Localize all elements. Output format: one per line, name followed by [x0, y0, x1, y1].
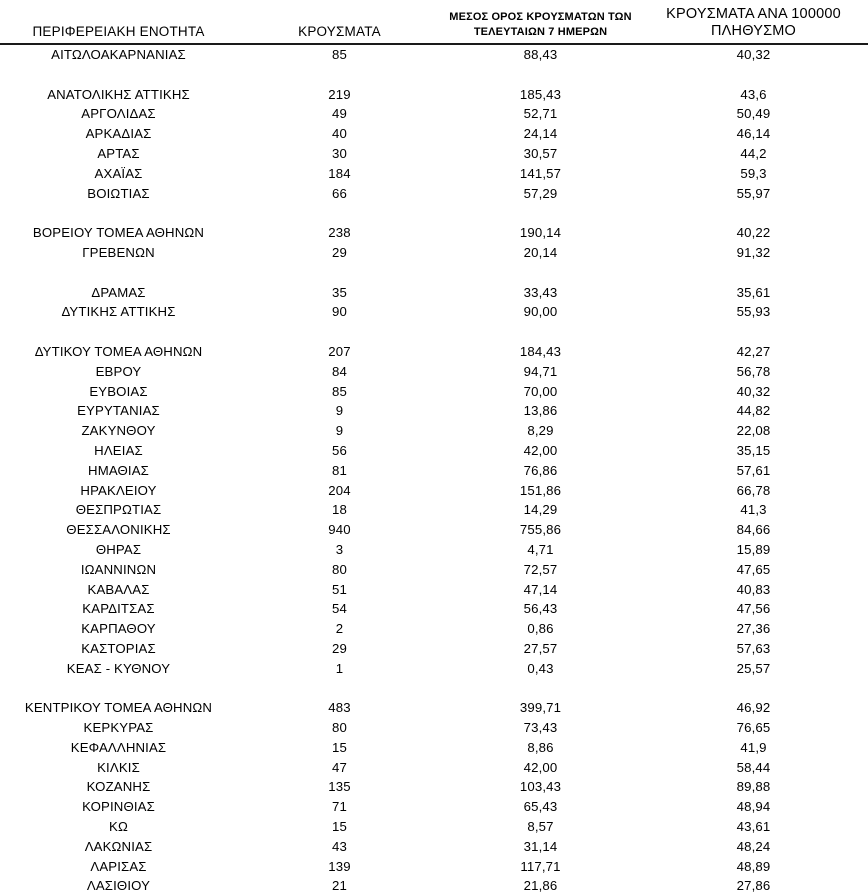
table-row [0, 599, 868, 619]
table-row [0, 698, 868, 718]
table-body [0, 44, 868, 896]
cell-region: ΔΥΤΙΚΗΣ ΑΤΤΙΚΗΣ [61, 304, 176, 320]
cell-avg7: 21,86 [523, 878, 558, 894]
cell-avg7: 52,71 [523, 106, 558, 122]
cell-avg7: 8,57 [527, 819, 554, 835]
cell-avg7: 73,43 [523, 720, 558, 736]
cell-avg7: 14,29 [523, 502, 558, 518]
cell-cases: 9 [335, 423, 344, 439]
cell-cases: 80 [332, 720, 347, 736]
table-row [0, 837, 868, 857]
cell-per100k: 44,82 [736, 403, 771, 419]
cell-per100k: 25,57 [736, 660, 771, 676]
cell-region: ΛΑΚΩΝΙΑΣ [84, 838, 153, 854]
cell-region: ΚΟΡΙΝΘΙΑΣ [82, 799, 155, 815]
cell-avg7: 56,43 [523, 601, 558, 617]
cell-cases: 3 [335, 541, 344, 557]
cell-avg7: 117,71 [520, 858, 561, 874]
cell-avg7: 42,00 [523, 759, 558, 775]
cell-per100k: 43,6 [740, 86, 767, 102]
cell-per100k: 89,88 [736, 779, 771, 795]
cell-avg7: 57,29 [523, 185, 558, 201]
cell-per100k: 48,94 [736, 799, 771, 815]
cell-region: ΚΕΑΣ - ΚΥΘΝΟΥ [66, 660, 171, 676]
column-header-cases-line-1: ΚΡΟΥΣΜΑΤΑ [298, 24, 381, 39]
cell-avg7: 27,57 [523, 640, 558, 656]
cell-cases: 139 [328, 858, 351, 874]
cell-avg7: 65,43 [523, 799, 558, 815]
cell-per100k: 43,61 [736, 819, 771, 835]
cell-region: ΚΩ [109, 819, 128, 835]
cell-cases: 219 [328, 86, 351, 102]
cell-avg7: 141,57 [519, 165, 562, 181]
table-row [0, 619, 868, 639]
table-row [0, 283, 868, 303]
table-row [0, 659, 868, 679]
cell-region: ΘΕΣΣΑΛΟΝΙΚΗΣ [66, 522, 171, 538]
cell-avg7: 0,43 [527, 660, 554, 676]
cell-cases: 2 [335, 621, 344, 637]
cell-per100k: 55,97 [736, 185, 771, 201]
cell-per100k: 57,63 [736, 640, 771, 656]
cell-region: ΕΒΡΟΥ [95, 363, 142, 379]
cell-region: ΗΛΕΙΑΣ [94, 442, 143, 458]
table-row [0, 817, 868, 837]
cell-region: ΑΡΤΑΣ [97, 145, 140, 161]
cell-region: ΒΟΡΕΙΟΥ ΤΟΜΕΑ ΑΘΗΝΩΝ [32, 225, 205, 241]
cell-per100k: 40,32 [736, 47, 771, 62]
table-row [0, 738, 868, 758]
cell-avg7: 90,00 [523, 304, 558, 320]
cell-per100k: 55,93 [736, 304, 771, 320]
cell-region: ΕΥΡΥΤΑΝΙΑΣ [77, 403, 160, 419]
cell-cases: 80 [332, 561, 347, 577]
cell-per100k: 40,22 [736, 225, 771, 241]
column-header-region-line-1: ΠΕΡΙΦΕΡΕΙΑΚΗ ΕΝΟΤΗΤΑ [32, 24, 205, 39]
cell-region: ΑΡΓΟΛΙΔΑΣ [81, 106, 156, 122]
cell-per100k: 35,15 [736, 442, 771, 458]
table-spacer-row [0, 65, 868, 85]
cell-region: ΚΕΦΑΛΛΗΝΙΑΣ [70, 739, 167, 755]
table-row [0, 342, 868, 362]
cell-per100k: 22,08 [736, 423, 771, 439]
column-header-avg7-line-2: ΤΕΛΕΥΤΑΙΩΝ 7 ΗΜΕΡΩΝ [473, 26, 608, 38]
cell-avg7: 8,86 [527, 739, 554, 755]
spacer-cell [0, 263, 868, 283]
spacer-cell [0, 65, 868, 85]
cell-cases: 43 [332, 838, 347, 854]
cell-avg7: 399,71 [519, 700, 562, 716]
table-row [0, 223, 868, 243]
cell-cases: 1 [335, 660, 344, 676]
cell-region: ΔΥΤΙΚΟΥ ΤΟΜΕΑ ΑΘΗΝΩΝ [34, 343, 203, 359]
table-row [0, 777, 868, 797]
cell-region: ΛΑΡΙΣΑΣ [90, 858, 147, 874]
cell-region: ΑΧΑΪΑΣ [94, 165, 143, 181]
table-row [0, 857, 868, 877]
spacer-cell [0, 679, 868, 699]
cell-cases: 54 [332, 601, 347, 617]
table-row [0, 560, 868, 580]
cell-avg7: 31,14 [523, 838, 558, 854]
table-row [0, 243, 868, 263]
cell-cases: 29 [332, 244, 347, 260]
cell-region: ΗΜΑΘΙΑΣ [88, 462, 149, 478]
cell-region: ΚΕΝΤΡΙΚΟΥ ΤΟΜΕΑ ΑΘΗΝΩΝ [24, 700, 213, 716]
cell-region: ΘΗΡΑΣ [95, 541, 142, 557]
cell-avg7: 30,57 [523, 145, 558, 161]
column-header-cases [237, 0, 442, 44]
table-spacer-row [0, 203, 868, 223]
cell-cases: 21 [332, 878, 347, 894]
cell-cases: 40 [332, 126, 347, 142]
table-spacer-row [0, 263, 868, 283]
cell-region: ΘΕΣΠΡΩΤΙΑΣ [75, 502, 162, 518]
cell-avg7: 33,43 [523, 284, 558, 300]
cell-region: ΚΕΡΚΥΡΑΣ [83, 720, 154, 736]
table-row [0, 481, 868, 501]
cell-region: ΛΑΣΙΘΙΟΥ [86, 878, 151, 894]
cell-per100k: 58,44 [736, 759, 771, 775]
cell-per100k: 66,78 [736, 482, 771, 498]
cell-cases: 15 [332, 739, 347, 755]
cell-avg7: 24,14 [523, 126, 558, 142]
table-row [0, 382, 868, 402]
table-spacer-row [0, 679, 868, 699]
cell-avg7: 8,29 [527, 423, 554, 439]
cell-per100k: 76,65 [736, 720, 771, 736]
cell-cases: 135 [328, 779, 351, 795]
cell-per100k: 44,2 [740, 145, 767, 161]
column-header-region [0, 0, 237, 44]
cell-region: ΓΡΕΒΕΝΩΝ [82, 244, 155, 260]
cell-cases: 204 [328, 482, 351, 498]
cell-per100k: 15,89 [736, 541, 771, 557]
cell-cases: 47 [332, 759, 347, 775]
cell-per100k: 48,89 [736, 858, 771, 874]
cell-cases: 18 [332, 502, 347, 518]
cell-cases: 238 [328, 225, 351, 241]
cell-per100k: 47,65 [736, 561, 771, 577]
cell-avg7: 184,43 [519, 343, 562, 359]
table-row [0, 401, 868, 421]
cell-region: ΒΟΙΩΤΙΑΣ [87, 185, 150, 201]
cell-avg7: 94,71 [523, 363, 558, 379]
column-header-avg7 [442, 0, 639, 44]
cell-avg7: 88,43 [523, 47, 558, 62]
cell-avg7: 20,14 [523, 244, 558, 260]
cell-per100k: 40,32 [736, 383, 771, 399]
cell-cases: 56 [332, 442, 347, 458]
spacer-cell [0, 322, 868, 342]
table-row [0, 184, 868, 204]
cell-region: ΚΑΣΤΟΡΙΑΣ [81, 640, 156, 656]
cell-per100k: 46,14 [736, 126, 771, 142]
table-row [0, 85, 868, 105]
table-row [0, 104, 868, 124]
table-row [0, 124, 868, 144]
cell-per100k: 41,9 [740, 739, 767, 755]
table-row [0, 797, 868, 817]
table-header [0, 0, 868, 44]
cell-per100k: 84,66 [736, 522, 771, 538]
table-row [0, 362, 868, 382]
cell-cases: 15 [332, 819, 347, 835]
table-row [0, 520, 868, 540]
cell-avg7: 47,14 [523, 581, 558, 597]
cell-avg7: 0,86 [527, 621, 554, 637]
cell-cases: 51 [332, 581, 347, 597]
cell-cases: 30 [332, 145, 347, 161]
cell-per100k: 47,56 [736, 601, 771, 617]
cell-cases: 85 [332, 47, 347, 62]
cell-avg7: 13,86 [523, 403, 558, 419]
cell-avg7: 72,57 [523, 561, 558, 577]
table-row [0, 302, 868, 322]
table-row [0, 421, 868, 441]
cell-region: ΚΑΡΠΑΘΟΥ [81, 621, 156, 637]
header-row [0, 0, 868, 44]
cell-per100k: 50,49 [736, 106, 771, 122]
cell-cases: 35 [332, 284, 347, 300]
table-row [0, 580, 868, 600]
table-row [0, 758, 868, 778]
table-spacer-row [0, 322, 868, 342]
column-header-per100k [639, 0, 868, 44]
cell-cases: 85 [332, 383, 347, 399]
cell-cases: 29 [332, 640, 347, 656]
table-row [0, 164, 868, 184]
cell-per100k: 27,36 [736, 621, 771, 637]
table-row [0, 461, 868, 481]
column-header-avg7-line-1: ΜΕΣΟΣ ΟΡΟΣ ΚΡΟΥΣΜΑΤΩΝ ΤΩΝ [449, 11, 632, 23]
cell-cases: 71 [332, 799, 347, 815]
cell-cases: 49 [332, 106, 347, 122]
cell-region: ΚΑΡΔΙΤΣΑΣ [82, 601, 155, 617]
cell-avg7: 190,14 [519, 225, 562, 241]
cell-cases: 940 [328, 522, 351, 538]
cell-per100k: 42,27 [736, 343, 771, 359]
cell-region: ΖΑΚΥΝΘΟΥ [81, 423, 156, 439]
table-row [0, 441, 868, 461]
cell-region: ΚΟΖΑΝΗΣ [86, 779, 151, 795]
table-row [0, 500, 868, 520]
cell-per100k: 40,83 [736, 581, 771, 597]
cell-avg7: 755,86 [519, 522, 562, 538]
cell-per100k: 35,61 [736, 284, 771, 300]
cell-region: ΚΑΒΑΛΑΣ [87, 581, 150, 597]
cell-cases: 184 [328, 165, 351, 181]
table-row [0, 876, 868, 896]
table-row [0, 639, 868, 659]
cell-cases: 84 [332, 363, 347, 379]
table-row [0, 540, 868, 560]
cell-per100k: 27,86 [736, 878, 771, 894]
cell-per100k: 46,92 [736, 700, 771, 716]
table-row [0, 144, 868, 164]
cell-avg7: 151,86 [519, 482, 562, 498]
cell-cases: 9 [335, 403, 344, 419]
cell-per100k: 57,61 [736, 462, 771, 478]
cell-region: ΑΡΚΑΔΙΑΣ [85, 126, 152, 142]
cell-avg7: 4,71 [527, 541, 554, 557]
cell-avg7: 103,43 [519, 779, 562, 795]
cell-avg7: 42,00 [523, 442, 558, 458]
cell-per100k: 56,78 [736, 363, 771, 379]
table-row [0, 44, 868, 65]
cell-cases: 66 [332, 185, 347, 201]
cell-per100k: 59,3 [740, 165, 767, 181]
cell-cases: 90 [332, 304, 347, 320]
cell-region: ΙΩΑΝΝΙΝΩΝ [80, 561, 157, 577]
cell-region: ΑΙΤΩΛΟΑΚΑΡΝΑΝΙΑΣ [51, 47, 186, 62]
cell-cases: 81 [332, 462, 347, 478]
table-row [0, 718, 868, 738]
cell-cases: 207 [328, 343, 351, 359]
cell-region: ΚΙΛΚΙΣ [97, 759, 140, 775]
column-header-per100k-line-1: ΚΡΟΥΣΜΑΤΑ ΑΝΑ 100000 [666, 6, 841, 22]
cell-avg7: 76,86 [523, 462, 558, 478]
cell-avg7: 185,43 [519, 86, 562, 102]
cell-per100k: 48,24 [736, 838, 771, 854]
spacer-cell [0, 203, 868, 223]
cell-region: ΔΡΑΜΑΣ [91, 284, 146, 300]
column-header-per100k-line-2: ΠΛΗΘΥΣΜΟ [710, 23, 797, 39]
cell-per100k: 91,32 [736, 244, 771, 260]
cell-cases: 483 [328, 700, 351, 716]
cell-region: ΑΝΑΤΟΛΙΚΗΣ ΑΤΤΙΚΗΣ [47, 86, 190, 102]
cell-avg7: 70,00 [523, 383, 558, 399]
cell-region: ΕΥΒΟΙΑΣ [89, 383, 148, 399]
cell-region: ΗΡΑΚΛΕΙΟΥ [80, 482, 157, 498]
cell-per100k: 41,3 [740, 502, 767, 518]
